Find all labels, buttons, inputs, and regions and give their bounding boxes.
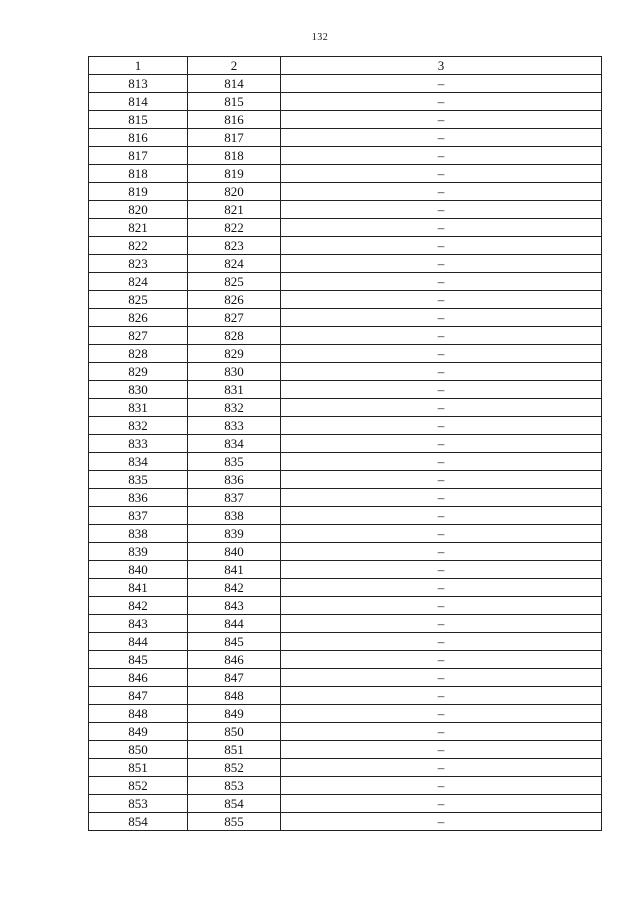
table-cell-col-3: – bbox=[281, 669, 602, 687]
table-cell-col-1: 829 bbox=[89, 363, 188, 381]
table-cell-col-3: – bbox=[281, 471, 602, 489]
table-cell-col-2: 822 bbox=[188, 219, 281, 237]
table-cell-col-1: 837 bbox=[89, 507, 188, 525]
table-cell-col-3: – bbox=[281, 795, 602, 813]
table-cell-col-2: 841 bbox=[188, 561, 281, 579]
table-row bbox=[89, 615, 602, 633]
table-cell-col-3: – bbox=[281, 237, 602, 255]
table-cell-col-2: 850 bbox=[188, 723, 281, 741]
table-row bbox=[89, 147, 602, 165]
table-cell-col-3: – bbox=[281, 597, 602, 615]
table-row bbox=[89, 327, 602, 345]
table-cell-col-1: 853 bbox=[89, 795, 188, 813]
table-cell-col-1: 845 bbox=[89, 651, 188, 669]
table-cell-col-3: – bbox=[281, 75, 602, 93]
table-row bbox=[89, 705, 602, 723]
table-row bbox=[89, 597, 602, 615]
table-cell-col-2: 837 bbox=[188, 489, 281, 507]
table-row bbox=[89, 579, 602, 597]
table-row bbox=[89, 111, 602, 129]
table-cell-col-1: 827 bbox=[89, 327, 188, 345]
table-cell-col-2: 848 bbox=[188, 687, 281, 705]
data-table bbox=[88, 56, 602, 831]
table-cell-col-1: 852 bbox=[89, 777, 188, 795]
table-cell-col-3: – bbox=[281, 615, 602, 633]
table-cell-col-3: – bbox=[281, 309, 602, 327]
table-row bbox=[89, 543, 602, 561]
table-cell-col-3: – bbox=[281, 273, 602, 291]
table-row bbox=[89, 471, 602, 489]
table-cell-col-1: 851 bbox=[89, 759, 188, 777]
table-cell-col-2: 849 bbox=[188, 705, 281, 723]
table-header bbox=[89, 57, 602, 75]
table-cell-col-1: 841 bbox=[89, 579, 188, 597]
table-cell-col-1: 819 bbox=[89, 183, 188, 201]
table-row bbox=[89, 687, 602, 705]
table-cell-col-3: – bbox=[281, 111, 602, 129]
table-row bbox=[89, 759, 602, 777]
table-cell-col-3: – bbox=[281, 327, 602, 345]
table-cell-col-2: 855 bbox=[188, 813, 281, 831]
table-cell-col-2: 824 bbox=[188, 255, 281, 273]
table-cell-col-3: – bbox=[281, 777, 602, 795]
table-cell-col-3: – bbox=[281, 759, 602, 777]
table-cell-col-2: 830 bbox=[188, 363, 281, 381]
table-body bbox=[89, 75, 602, 831]
table-cell-col-2: 817 bbox=[188, 129, 281, 147]
table-cell-col-1: 850 bbox=[89, 741, 188, 759]
table-row bbox=[89, 129, 602, 147]
table-cell-col-2: 854 bbox=[188, 795, 281, 813]
table-cell-col-1: 815 bbox=[89, 111, 188, 129]
table-cell-col-2: 815 bbox=[188, 93, 281, 111]
table-cell-col-3: – bbox=[281, 255, 602, 273]
table-cell-col-3: – bbox=[281, 525, 602, 543]
table-row bbox=[89, 363, 602, 381]
table-row bbox=[89, 255, 602, 273]
table-cell-col-3: – bbox=[281, 345, 602, 363]
table-cell-col-1: 839 bbox=[89, 543, 188, 561]
table-cell-col-3: – bbox=[281, 129, 602, 147]
table-cell-col-3: – bbox=[281, 651, 602, 669]
table-cell-col-2: 827 bbox=[188, 309, 281, 327]
table-cell-col-1: 824 bbox=[89, 273, 188, 291]
table-cell-col-3: – bbox=[281, 507, 602, 525]
table-cell-col-2: 839 bbox=[188, 525, 281, 543]
table-cell-col-1: 848 bbox=[89, 705, 188, 723]
table-cell-col-1: 814 bbox=[89, 93, 188, 111]
table-cell-col-3: – bbox=[281, 435, 602, 453]
table-row bbox=[89, 381, 602, 399]
table-cell-col-1: 840 bbox=[89, 561, 188, 579]
table-cell-col-1: 835 bbox=[89, 471, 188, 489]
table-row bbox=[89, 435, 602, 453]
table-cell-col-1: 854 bbox=[89, 813, 188, 831]
table-cell-col-1: 838 bbox=[89, 525, 188, 543]
table-cell-col-3: – bbox=[281, 561, 602, 579]
table-row bbox=[89, 309, 602, 327]
table-row bbox=[89, 633, 602, 651]
table-row bbox=[89, 525, 602, 543]
table-row bbox=[89, 651, 602, 669]
table-cell-col-3: – bbox=[281, 741, 602, 759]
table-cell-col-2: 821 bbox=[188, 201, 281, 219]
table-cell-col-3: – bbox=[281, 147, 602, 165]
table-cell-col-1: 847 bbox=[89, 687, 188, 705]
table-cell-col-2: 829 bbox=[188, 345, 281, 363]
table-cell-col-2: 834 bbox=[188, 435, 281, 453]
table-cell-col-2: 814 bbox=[188, 75, 281, 93]
header-row bbox=[89, 57, 602, 75]
table-cell-col-2: 845 bbox=[188, 633, 281, 651]
table-row bbox=[89, 813, 602, 831]
table-cell-col-2: 832 bbox=[188, 399, 281, 417]
table-cell-col-1: 843 bbox=[89, 615, 188, 633]
table-cell-col-3: – bbox=[281, 453, 602, 471]
table-cell-col-1: 842 bbox=[89, 597, 188, 615]
table-cell-col-3: – bbox=[281, 813, 602, 831]
table-row bbox=[89, 201, 602, 219]
table-cell-col-2: 840 bbox=[188, 543, 281, 561]
table-cell-col-3: – bbox=[281, 399, 602, 417]
table-row bbox=[89, 165, 602, 183]
table-row bbox=[89, 507, 602, 525]
table-cell-col-2: 851 bbox=[188, 741, 281, 759]
table-cell-col-3: – bbox=[281, 579, 602, 597]
table-cell-col-1: 828 bbox=[89, 345, 188, 363]
table-cell-col-3: – bbox=[281, 201, 602, 219]
table-cell-col-3: – bbox=[281, 219, 602, 237]
table-cell-col-3: – bbox=[281, 723, 602, 741]
table-cell-col-2: 847 bbox=[188, 669, 281, 687]
column-header-1: 1 bbox=[89, 57, 188, 75]
table-cell-col-3: – bbox=[281, 183, 602, 201]
table-cell-col-1: 817 bbox=[89, 147, 188, 165]
table-cell-col-2: 853 bbox=[188, 777, 281, 795]
table-cell-col-2: 820 bbox=[188, 183, 281, 201]
table-cell-col-2: 831 bbox=[188, 381, 281, 399]
column-header-2: 2 bbox=[188, 57, 281, 75]
table-cell-col-2: 826 bbox=[188, 291, 281, 309]
table-cell-col-2: 833 bbox=[188, 417, 281, 435]
table-cell-col-2: 844 bbox=[188, 615, 281, 633]
table-cell-col-3: – bbox=[281, 381, 602, 399]
table-cell-col-2: 823 bbox=[188, 237, 281, 255]
table-row bbox=[89, 291, 602, 309]
table-cell-col-3: – bbox=[281, 687, 602, 705]
table-cell-col-1: 832 bbox=[89, 417, 188, 435]
table-cell-col-1: 833 bbox=[89, 435, 188, 453]
table-row bbox=[89, 273, 602, 291]
table-row bbox=[89, 417, 602, 435]
table-cell-col-1: 849 bbox=[89, 723, 188, 741]
table-cell-col-3: – bbox=[281, 705, 602, 723]
table-cell-col-2: 842 bbox=[188, 579, 281, 597]
table-cell-col-2: 835 bbox=[188, 453, 281, 471]
table-cell-col-2: 825 bbox=[188, 273, 281, 291]
table-cell-col-1: 825 bbox=[89, 291, 188, 309]
table-cell-col-3: – bbox=[281, 291, 602, 309]
column-header-3: 3 bbox=[281, 57, 602, 75]
table-row bbox=[89, 723, 602, 741]
table-cell-col-2: 838 bbox=[188, 507, 281, 525]
table-row bbox=[89, 237, 602, 255]
table-cell-col-3: – bbox=[281, 489, 602, 507]
table-cell-col-1: 820 bbox=[89, 201, 188, 219]
table-cell-col-1: 826 bbox=[89, 309, 188, 327]
table-row bbox=[89, 219, 602, 237]
table-row bbox=[89, 489, 602, 507]
table-cell-col-3: – bbox=[281, 93, 602, 111]
table-row bbox=[89, 453, 602, 471]
table-cell-col-1: 816 bbox=[89, 129, 188, 147]
table-cell-col-2: 828 bbox=[188, 327, 281, 345]
table-row bbox=[89, 345, 602, 363]
table-cell-col-1: 844 bbox=[89, 633, 188, 651]
table-row bbox=[89, 669, 602, 687]
table-row bbox=[89, 741, 602, 759]
table-row bbox=[89, 75, 602, 93]
table-row bbox=[89, 777, 602, 795]
table-row bbox=[89, 183, 602, 201]
table-cell-col-1: 834 bbox=[89, 453, 188, 471]
table-cell-col-1: 831 bbox=[89, 399, 188, 417]
table-cell-col-3: – bbox=[281, 363, 602, 381]
table-cell-col-2: 818 bbox=[188, 147, 281, 165]
table-cell-col-3: – bbox=[281, 543, 602, 561]
table-cell-col-1: 813 bbox=[89, 75, 188, 93]
table-cell-col-1: 821 bbox=[89, 219, 188, 237]
table-cell-col-1: 830 bbox=[89, 381, 188, 399]
table-row bbox=[89, 561, 602, 579]
table-cell-col-3: – bbox=[281, 165, 602, 183]
table-cell-col-3: – bbox=[281, 633, 602, 651]
table-row bbox=[89, 399, 602, 417]
page-number: 132 bbox=[311, 32, 329, 43]
table-cell-col-2: 852 bbox=[188, 759, 281, 777]
table-cell-col-3: – bbox=[281, 417, 602, 435]
table-cell-col-1: 823 bbox=[89, 255, 188, 273]
table-cell-col-2: 843 bbox=[188, 597, 281, 615]
table-cell-col-2: 816 bbox=[188, 111, 281, 129]
table-cell-col-1: 822 bbox=[89, 237, 188, 255]
table-cell-col-1: 846 bbox=[89, 669, 188, 687]
table-row bbox=[89, 795, 602, 813]
table-cell-col-2: 836 bbox=[188, 471, 281, 489]
table-cell-col-2: 819 bbox=[188, 165, 281, 183]
table-cell-col-2: 846 bbox=[188, 651, 281, 669]
table-cell-col-1: 836 bbox=[89, 489, 188, 507]
table-cell-col-1: 818 bbox=[89, 165, 188, 183]
table-row bbox=[89, 93, 602, 111]
